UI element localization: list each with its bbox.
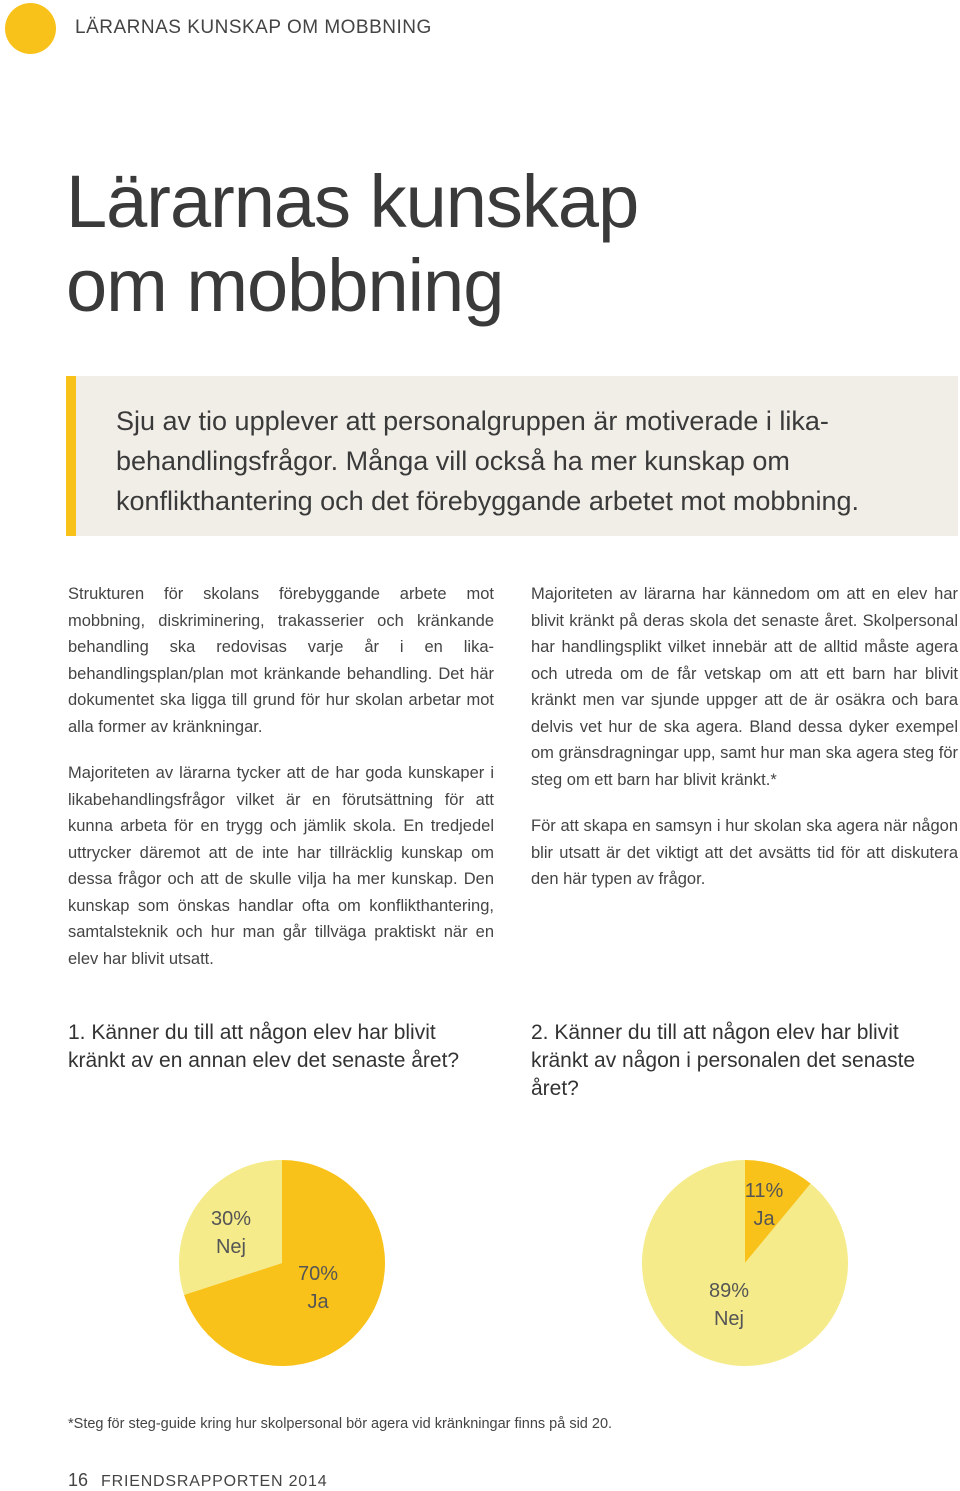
pie-1-label-nej xyxy=(181,1205,281,1261)
pie-slice-value: 70% xyxy=(297,1263,339,1285)
footnote: *Steg för steg-guide kring hur skolpersonal bör agera vid kränkningar finns på sid 20. xyxy=(68,1416,613,1432)
pie-slice-value: 30% xyxy=(210,1208,252,1230)
chart-2-question: 2. Känner du till att någon elev har blivit kränkt av någon i personalen det senaste året? xyxy=(531,1021,916,1100)
pie-slice-category: Nej xyxy=(215,1236,246,1258)
body-paragraph: Majoriteten av lärarna tycker att de har goda kunskaper i likabehandlingsfrågor vilket är en förutsättning för att kunna arbeta för en trygg och jämlik skola. En tredjedel uttrycker däremot att de inte har tillräcklig kunskap om dessa frågor och att de skulle vilja ha mer kunskap. Den kunskap som önskas handlar ofta om konflikthantering, samtalsteknik och hur man går tillväga praktiskt när en elev har blivit utsatt. xyxy=(68,764,494,968)
pie-slice-value: 89% xyxy=(708,1280,750,1302)
body-paragraph: Strukturen för skolans förebyggande arbete mot mobbning, diskriminering, trakasserier och kränkande behandling ska redovisas varje år i en likabehandlingsplan/plan mot kränkande behandling. Det här dokumentet ska ligga till grund för hur skolan arbetar mot alla former av kränkningar. xyxy=(68,585,494,736)
pie-slice-value: 11% xyxy=(744,1180,784,1202)
body-paragraph: Majoriteten av lärarna har kännedom om att en elev har blivit kränkt på deras skola det senaste året. Skolpersonal har handlingsplikt vilket innebär att de alltid måste agera och utreda om de får vetskap om att ett barn har blivit kränkt men var sjunde uppger att de är osäkra och bara delvis vet hur de ska agera. Bland dessa dyker exempel om gränsdragningar upp, samt hur man ska agera steg för steg om ett barn har blivit kränkt.* xyxy=(531,585,958,789)
pie-1-label-ja xyxy=(268,1260,368,1316)
title-line-2: om mobbning xyxy=(66,244,504,327)
pie-2-label-nej xyxy=(679,1277,779,1333)
pie-slice-category: Ja xyxy=(753,1208,775,1230)
pie-2-label-ja xyxy=(714,1177,814,1233)
pie-slice-category: Nej xyxy=(713,1308,744,1330)
lead-line: behandlingsfrågor. Många vill också ha mer kunskap om xyxy=(116,446,790,476)
running-head: LÄRARNAS KUNSKAP OM MOBBNING xyxy=(75,17,432,38)
publication-name: FRIENDSRAPPORTEN 2014 xyxy=(101,1473,328,1490)
title-line-1: Lärarnas kunskap xyxy=(66,160,639,243)
page-footer xyxy=(68,1470,327,1491)
chart-1-question: 1. Känner du till att någon elev har blivit kränkt av en annan elev det senaste året? xyxy=(68,1021,460,1072)
body-paragraph: För att skapa en samsyn i hur skolan ska agera när någon blir utsatt är det viktigt att det avsätts tid för att diskutera den här typen av frågor. xyxy=(531,817,958,888)
lead-line: konflikthantering och det förebyggande arbetet mot mobbning. xyxy=(116,486,859,516)
pie-slice-category: Ja xyxy=(307,1291,329,1313)
page-number: 16 xyxy=(68,1470,89,1490)
lead-line: Sju av tio upplever att personalgruppen är motiverade i lika- xyxy=(116,406,829,436)
